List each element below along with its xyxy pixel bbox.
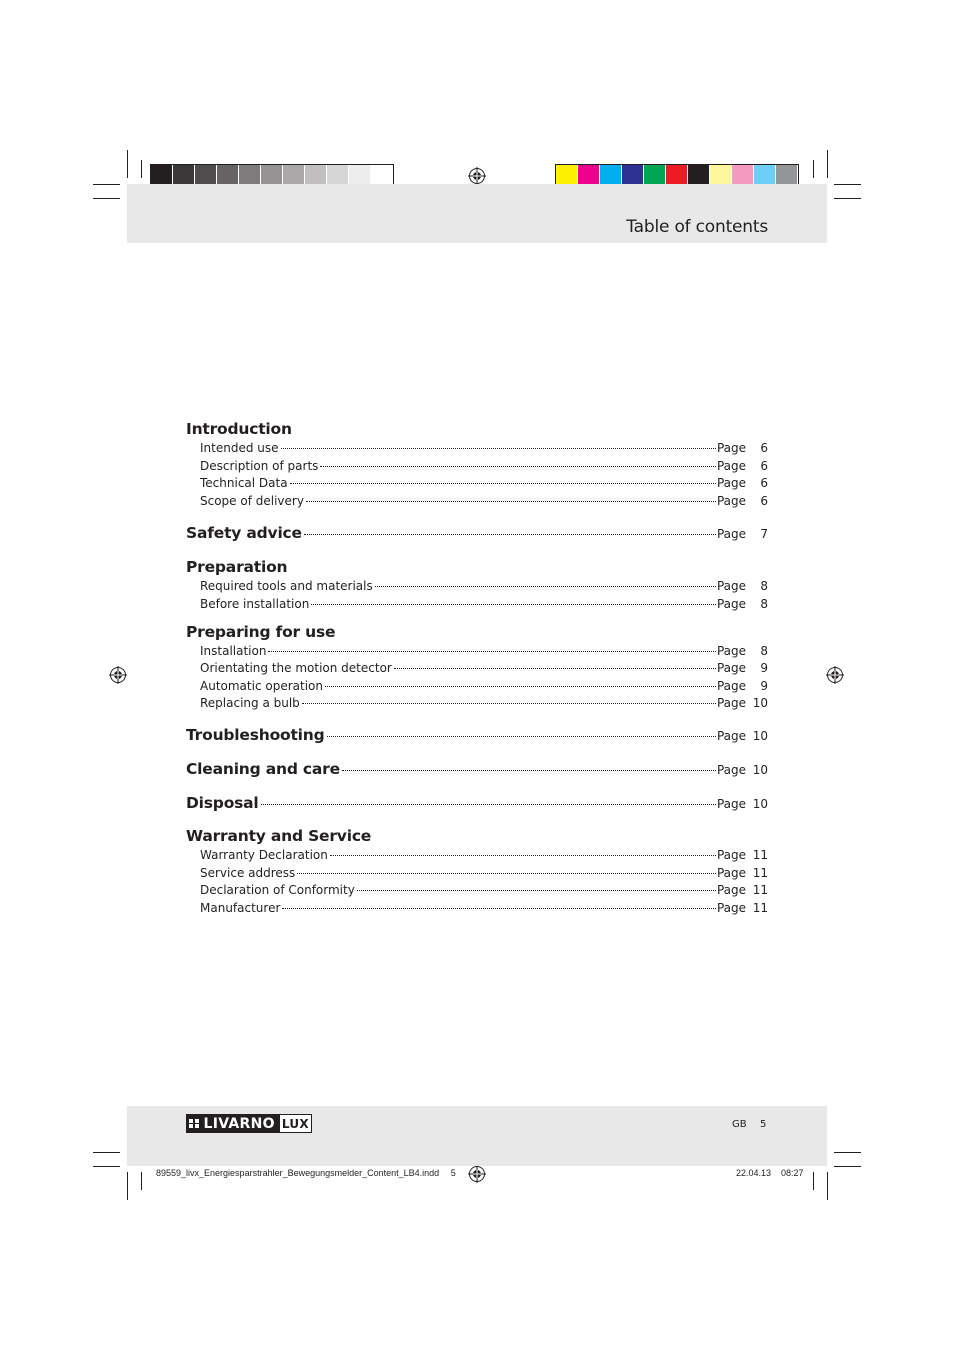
dot-leader — [281, 448, 716, 449]
registration-mark-icon — [826, 666, 844, 684]
dot-leader — [304, 534, 716, 535]
toc-page-number: 6 — [760, 476, 768, 491]
toc-page-number: 8 — [760, 596, 768, 611]
page-word: Page — [716, 762, 746, 777]
dot-leader — [268, 651, 715, 652]
page-word: Page — [716, 643, 746, 658]
toc-entry-label: Warranty Declaration — [200, 847, 328, 862]
toc-entry-label: Installation — [200, 643, 267, 658]
dot-leader — [330, 855, 716, 856]
toc-page-number: 10 — [752, 696, 768, 711]
language-code: GB — [732, 1119, 747, 1130]
toc-entry[interactable] — [186, 882, 768, 900]
dot-leader — [327, 736, 716, 737]
slug-filename: 89559_livx_Energiesparstrahler_Bewegungsmelder_Content_LB4.indd 5 — [156, 1168, 456, 1178]
toc-entry-label: Technical Data — [200, 476, 288, 491]
toc-entry-label: Scope of delivery — [200, 493, 304, 508]
dot-leader — [311, 604, 716, 605]
toc-page-number: 8 — [760, 643, 768, 658]
toc-section — [186, 621, 768, 713]
toc-section-label: Disposal — [186, 793, 259, 812]
toc-entry-label: Automatic operation — [200, 678, 323, 693]
toc-page-number: 8 — [760, 579, 768, 594]
toc-section — [186, 825, 768, 917]
toc-entry[interactable] — [186, 900, 768, 918]
toc-page-number: 9 — [760, 661, 768, 676]
toc-section — [186, 723, 768, 747]
toc-section-label: Troubleshooting — [186, 725, 325, 744]
toc-entry-label: Declaration of Conformity — [200, 883, 355, 898]
toc-entry-label: Orientating the motion detector — [200, 661, 392, 676]
page-word: Page — [716, 796, 746, 811]
page-word: Page — [716, 493, 746, 508]
toc-section-title[interactable] — [186, 791, 768, 815]
page-word: Page — [716, 441, 746, 455]
toc-section — [186, 521, 768, 545]
page-word: Page — [716, 678, 746, 693]
dot-leader — [290, 483, 716, 484]
logo-text: LIVARNO — [203, 1115, 275, 1132]
toc-entry[interactable] — [186, 643, 768, 661]
page-word: Page — [716, 900, 746, 915]
page-word: Page — [716, 527, 746, 542]
toc-section-title[interactable]: Preparation — [186, 558, 288, 577]
page-word: Page — [716, 847, 746, 862]
toc-entry-label: Manufacturer — [200, 900, 281, 915]
toc-entry[interactable] — [186, 475, 768, 493]
toc-entry[interactable] — [186, 458, 768, 476]
toc-entry-label: Replacing a bulb — [200, 696, 300, 711]
toc-page-number: 11 — [752, 883, 768, 898]
page-word: Page — [716, 458, 746, 473]
toc-page-number: 6 — [760, 458, 768, 473]
toc-section-label: Safety advice — [186, 524, 302, 543]
toc-entry[interactable] — [186, 865, 768, 883]
header-band — [127, 184, 827, 243]
toc-section-label: Cleaning and care — [186, 759, 340, 778]
slug-time: 08:27 — [781, 1168, 804, 1178]
page-word: Page — [716, 728, 746, 743]
registration-mark-icon — [109, 666, 127, 684]
registration-mark-icon — [468, 167, 486, 185]
toc-entry[interactable] — [186, 847, 768, 865]
dot-leader — [375, 586, 716, 587]
dot-leader — [302, 703, 716, 704]
page-word: Page — [716, 883, 746, 898]
toc-section-title[interactable] — [186, 521, 768, 545]
slug-page-number: 5 — [450, 1168, 456, 1178]
page-word: Page — [716, 476, 746, 491]
toc-page-number: 9 — [760, 678, 768, 693]
livarno-lux-logo — [186, 1114, 312, 1133]
dot-leader — [282, 908, 716, 909]
dot-leader — [320, 466, 716, 467]
toc-entry[interactable] — [186, 596, 768, 614]
toc-page-number: 11 — [752, 847, 768, 862]
dot-leader — [357, 890, 716, 891]
toc-section — [186, 791, 768, 815]
toc-page-number: 6 — [760, 441, 768, 455]
dot-leader — [261, 804, 716, 805]
toc-entry[interactable] — [186, 695, 768, 713]
table-of-contents — [186, 418, 768, 917]
page-word: Page — [716, 696, 746, 711]
dot-leader — [394, 668, 716, 669]
logo-mark-icon — [189, 1119, 199, 1129]
dot-leader — [342, 770, 716, 771]
toc-entry-label: Description of parts — [200, 458, 319, 473]
toc-section-title[interactable] — [186, 723, 768, 747]
toc-page-number: 11 — [752, 900, 768, 915]
toc-page-number: 10 — [752, 728, 768, 743]
toc-section-title[interactable]: Introduction — [186, 420, 292, 438]
toc-entry-label: Service address — [200, 865, 296, 880]
page-word: Page — [716, 865, 746, 880]
toc-entry-label: Required tools and materials — [200, 579, 373, 594]
logo-suffix: LUX — [279, 1114, 312, 1133]
toc-entry[interactable] — [186, 578, 768, 596]
toc-section — [186, 757, 768, 781]
dot-leader — [306, 501, 716, 502]
toc-page-number: 10 — [752, 796, 768, 811]
toc-entry-label: Intended use — [200, 441, 279, 455]
dot-leader — [297, 873, 716, 874]
toc-page-number: 10 — [752, 762, 768, 777]
toc-section-title[interactable]: Preparing for use — [186, 622, 336, 641]
toc-section-title[interactable] — [186, 757, 768, 781]
registration-mark-icon — [468, 1165, 486, 1183]
toc-page-number: 11 — [752, 865, 768, 880]
footer-band — [127, 1106, 827, 1166]
page-word: Page — [716, 579, 746, 594]
toc-entry-label: Before installation — [200, 596, 310, 611]
toc-page-number: 7 — [760, 527, 768, 542]
toc-entry[interactable] — [186, 678, 768, 696]
slug-date: 22.04.13 — [736, 1168, 772, 1178]
page-title: Table of contents — [626, 217, 768, 237]
toc-section — [186, 418, 768, 510]
toc-entry[interactable] — [186, 660, 768, 678]
page-word: Page — [716, 596, 746, 611]
toc-page-number: 6 — [760, 493, 768, 508]
page-word: Page — [716, 661, 746, 676]
toc-section-title[interactable]: Warranty and Service — [186, 826, 372, 845]
page-number: 5 — [760, 1119, 767, 1130]
toc-section — [186, 556, 768, 613]
dot-leader — [325, 686, 716, 687]
toc-entry[interactable] — [186, 440, 768, 458]
toc-entry[interactable] — [186, 493, 768, 511]
